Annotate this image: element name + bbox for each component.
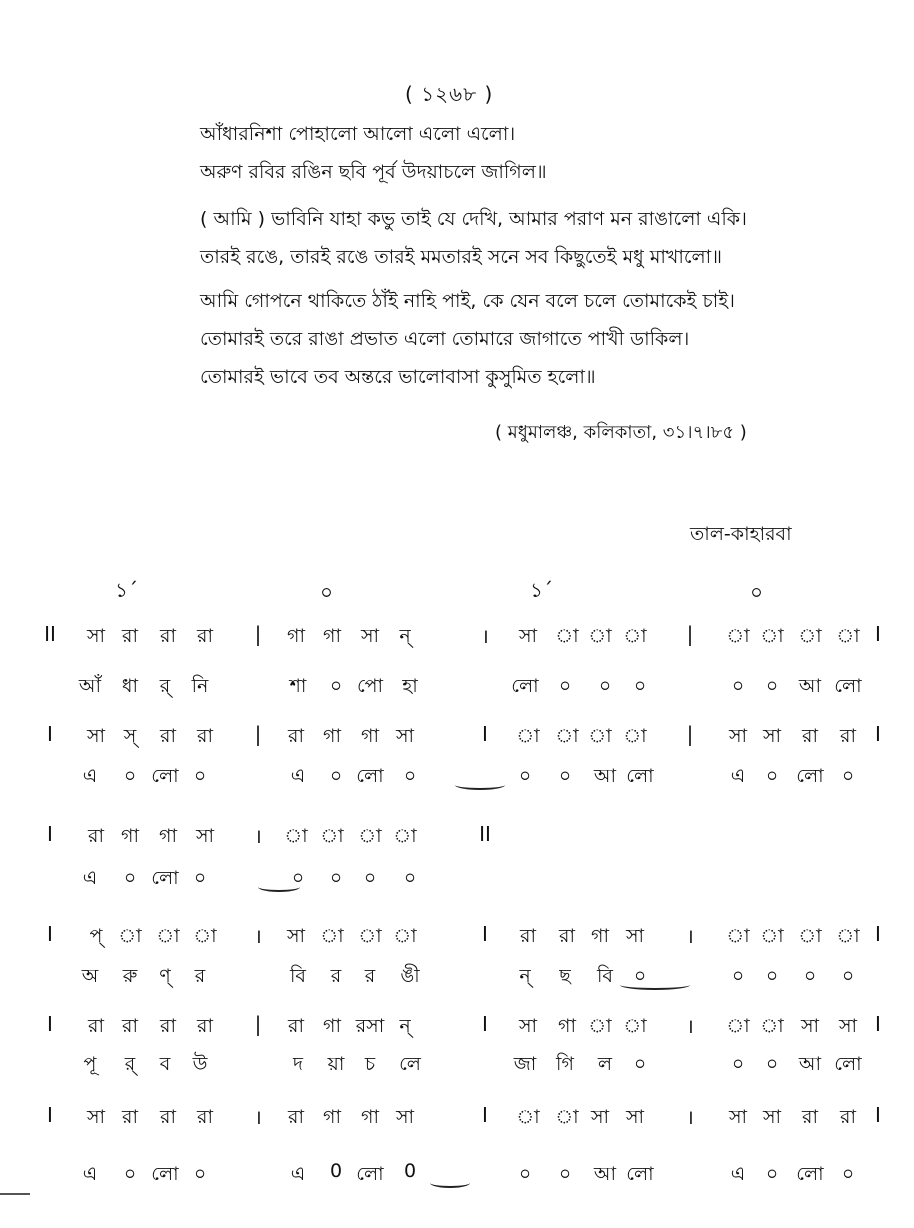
bar-line: I	[875, 622, 881, 646]
bar-line: ।	[686, 1014, 694, 1038]
note: া	[393, 925, 417, 947]
note: া	[555, 625, 579, 647]
syllable: ০	[123, 765, 137, 787]
syllable-row-3	[0, 864, 914, 894]
syllable: লো	[151, 765, 179, 787]
note: সা	[728, 725, 748, 747]
syllable: ০	[558, 1163, 572, 1185]
syllable: আ	[798, 675, 822, 697]
note: া	[358, 825, 382, 847]
syllable: ০	[558, 765, 572, 787]
syllable: ০	[633, 965, 647, 987]
syllable-row-5	[0, 1050, 914, 1080]
note: রা	[559, 925, 575, 947]
syllable: ০	[518, 765, 532, 787]
note: া	[623, 1015, 647, 1037]
syllable: ০	[765, 675, 779, 697]
note: রা	[520, 925, 536, 947]
syllable: ন্	[519, 965, 531, 987]
syllable: ০	[841, 1163, 855, 1185]
note: রা	[160, 1015, 176, 1037]
note: গা	[591, 925, 609, 947]
bar-line: I	[47, 1012, 53, 1036]
syllable: আ	[798, 1053, 822, 1075]
syllable: লো	[796, 765, 824, 787]
beat-mark-2: ০	[320, 580, 334, 604]
bar-line: ।	[254, 824, 262, 848]
note: রা	[840, 725, 856, 747]
bar-line: ।	[254, 924, 262, 948]
lyric-line-6: তোমারই তরে রাঙা প্রভাত এলো তোমারে জাগাতে পাখী ডাকিল।	[200, 328, 690, 350]
syllable: দ	[293, 1053, 303, 1075]
syllable: ০	[633, 1053, 647, 1075]
syllable: এ	[730, 1163, 746, 1185]
note: স্	[123, 725, 137, 747]
note: গা	[323, 725, 341, 747]
page-edge-mark	[0, 1193, 30, 1195]
syllable: ছ	[559, 965, 571, 987]
syllable: ০	[731, 1053, 745, 1075]
note: রা	[197, 625, 213, 647]
note: সা	[518, 1015, 538, 1037]
bar-line: ।	[686, 1105, 694, 1129]
note: রা	[197, 1015, 213, 1037]
note: রা	[88, 825, 104, 847]
bar-line: I	[875, 1103, 881, 1127]
syllable: ০	[765, 1163, 779, 1185]
note: গা	[361, 725, 379, 747]
bar-line: I	[482, 1012, 488, 1036]
note: সা	[395, 725, 415, 747]
source-note: ( মধুমালঞ্চ, কলিকাতা, ৩১।৭।৮৫ )	[495, 422, 747, 443]
note: সা	[195, 825, 215, 847]
syllable: র	[194, 965, 206, 987]
notation-row-3	[0, 822, 914, 852]
syllable: উ	[192, 1053, 208, 1075]
syllable: এ	[730, 765, 746, 787]
note: সা	[800, 1015, 820, 1037]
bar-line: ।	[254, 1105, 262, 1129]
note: সা	[360, 625, 380, 647]
note: া	[726, 925, 750, 947]
beat-mark-4: ০	[750, 580, 764, 604]
syllable: র্	[159, 675, 171, 697]
note: রা	[288, 725, 304, 747]
syllable: ল	[597, 1053, 613, 1075]
note: রা	[288, 1106, 304, 1128]
page-number: ( ১২৬৮ )	[405, 82, 494, 106]
note: রা	[197, 725, 213, 747]
note: ন্	[399, 1015, 411, 1037]
note: ন্	[399, 625, 411, 647]
note: া	[284, 825, 308, 847]
syllable-row-4	[0, 962, 914, 992]
note: া	[156, 925, 180, 947]
syllable: পূ	[83, 1053, 97, 1075]
syllable: লো	[796, 1163, 824, 1185]
notation-row-1	[0, 622, 914, 652]
bar-line: I	[482, 1103, 488, 1127]
syllable: এ	[82, 867, 98, 889]
syllable: 0	[329, 1160, 343, 1182]
note: সা	[838, 1015, 858, 1037]
note: গা	[558, 1015, 576, 1037]
syllable: লো	[834, 675, 862, 697]
syllable: বি	[289, 965, 306, 987]
note: গা	[287, 625, 305, 647]
taal-label: তাল-কাহারবা	[690, 523, 792, 545]
note: া	[393, 825, 417, 847]
note: রা	[88, 1015, 104, 1037]
syllable: ঙী	[400, 965, 420, 987]
syllable: লো	[834, 1053, 862, 1075]
slur-mark	[430, 1178, 470, 1188]
syllable: র	[330, 965, 342, 987]
syllable: গি	[556, 1053, 574, 1075]
bar-line: |	[254, 1012, 262, 1036]
syllable: জা	[513, 1053, 537, 1075]
syllable: ০	[765, 765, 779, 787]
notation-row-6	[0, 1103, 914, 1133]
lyric-line-4: তারই রঙে, তারই রঙে তারই মমতারই সনে সব কিছুতেই মধু মাখালো॥	[200, 246, 722, 268]
note: রা	[802, 1106, 818, 1128]
note: রা	[197, 1106, 213, 1128]
syllable: ০	[329, 765, 343, 787]
note: সা	[762, 725, 782, 747]
syllable: অ	[81, 965, 99, 987]
syllable: য়া	[327, 1053, 345, 1075]
beat-mark-3: ১´	[530, 578, 553, 602]
note: রা	[840, 1106, 856, 1128]
slur-mark	[455, 780, 505, 790]
bar-line: I	[47, 1103, 53, 1127]
syllable: ০	[633, 675, 647, 697]
syllable: ০	[403, 765, 417, 787]
syllable: ০	[123, 1163, 137, 1185]
note: রা	[160, 1106, 176, 1128]
note: া	[320, 925, 344, 947]
note: সা	[728, 1106, 748, 1128]
notation-row-5	[0, 1012, 914, 1042]
syllable: লো	[626, 765, 654, 787]
syllable: লো	[151, 1163, 179, 1185]
notation-row-2	[0, 722, 914, 752]
syllable: লো	[356, 1163, 384, 1185]
syllable: লো	[626, 1163, 654, 1185]
syllable: ০	[518, 1163, 532, 1185]
syllable: এ	[290, 1163, 306, 1185]
syllable: চ	[364, 1053, 376, 1075]
syllable: লো	[511, 675, 539, 697]
syllable: ০	[193, 765, 207, 787]
syllable: এ	[290, 765, 306, 787]
syllable: র্	[124, 1053, 136, 1075]
syllable: শা	[289, 675, 307, 697]
syllable: ধা	[121, 675, 139, 697]
syllable: ব	[159, 1053, 171, 1075]
note: া	[760, 1015, 784, 1037]
note: সা	[590, 1106, 610, 1128]
bar-line: ।	[686, 924, 694, 948]
note: া	[836, 925, 860, 947]
note: রা	[122, 1106, 138, 1128]
syllable: এ	[82, 765, 98, 787]
syllable: ০	[598, 675, 612, 697]
syllable: ০	[558, 675, 572, 697]
syllable-row-1	[0, 672, 914, 702]
note: া	[623, 725, 647, 747]
note: া	[588, 1015, 612, 1037]
note: গা	[323, 1015, 341, 1037]
syllable: ০	[329, 867, 343, 889]
syllable: ০	[329, 675, 343, 697]
syllable: এ	[82, 1163, 98, 1185]
note: গা	[121, 825, 139, 847]
bar-line: |	[686, 622, 694, 646]
note: রা	[802, 725, 818, 747]
syllable: রু	[122, 965, 138, 987]
syllable: বি	[596, 965, 613, 987]
slur-mark	[258, 882, 300, 892]
syllable: 0	[403, 1160, 417, 1182]
lyric-line-7: তোমারই ভাবে তব অন্তরে ভালোবাসা কুসুমিত হলো॥	[200, 366, 596, 388]
lyric-line-1: আঁধারনিশা পোহালো আলো এলো এলো।	[200, 123, 516, 145]
note: সা	[762, 1106, 782, 1128]
lyric-line-2: অরুণ রবির রঙিন ছবি পূর্ব উদয়াচলে জাগিল॥	[200, 161, 547, 183]
note: সা	[86, 625, 106, 647]
bar-line: |	[254, 622, 262, 646]
note: সা	[86, 1106, 106, 1128]
bar-line: |	[254, 722, 262, 746]
bar-line: I	[875, 722, 881, 746]
syllable: ০	[803, 965, 817, 987]
syllable: ০	[765, 965, 779, 987]
note: রা	[288, 1015, 304, 1037]
syllable: ০	[841, 965, 855, 987]
note: গা	[323, 625, 341, 647]
syllable: ০	[193, 1163, 207, 1185]
syllable: আ	[593, 765, 617, 787]
syllable: র	[364, 965, 376, 987]
bar-line: I	[875, 1012, 881, 1036]
syllable: ০	[363, 867, 377, 889]
note: রসা	[355, 1015, 385, 1037]
note: গা	[159, 825, 177, 847]
syllable: ০	[291, 867, 305, 889]
bar-line: ।	[481, 624, 489, 648]
slur-mark	[620, 980, 690, 990]
note: রা	[122, 1015, 138, 1037]
note: গা	[323, 1106, 341, 1128]
bar-line: |	[686, 722, 694, 746]
note: া	[798, 925, 822, 947]
note: সা	[625, 925, 645, 947]
note: গা	[361, 1106, 379, 1128]
bar-line: I	[875, 922, 881, 946]
syllable: ০	[841, 765, 855, 787]
note: া	[555, 725, 579, 747]
syllable: ০	[731, 675, 745, 697]
syllable: ০	[731, 965, 745, 987]
note: া	[798, 625, 822, 647]
syllable: লে	[399, 1053, 421, 1075]
note: প্	[89, 925, 103, 947]
note: া	[760, 925, 784, 947]
syllable: ০	[123, 867, 137, 889]
note: া	[516, 1106, 540, 1128]
notation-row-4	[0, 922, 914, 952]
note: সা	[395, 1106, 415, 1128]
syllable: পো	[356, 675, 384, 697]
note: া	[726, 1015, 750, 1037]
bar-line: I	[482, 722, 488, 746]
note: া	[726, 625, 750, 647]
note: া	[623, 625, 647, 647]
note: া	[555, 1106, 579, 1128]
syllable: লো	[356, 765, 384, 787]
syllable: ০	[193, 867, 207, 889]
note: া	[516, 725, 540, 747]
note: া	[193, 925, 217, 947]
syllable: ণ্	[159, 965, 171, 987]
lyric-line-5: আমি গোপনে থাকিতে ঠাঁই নাহি পাই, কে যেন বলে চলে তোমাকেই চাই।	[200, 290, 735, 312]
syllable: আঁ	[78, 675, 102, 697]
note: রা	[160, 625, 176, 647]
lyric-line-3: ( আমি ) ভাবিনি যাহা কভু তাই যে দেখি, আমার পরাণ মন রাঙালো একি।	[200, 208, 747, 230]
bar-line: II	[479, 822, 491, 846]
syllable: ০	[403, 867, 417, 889]
syllable: ০	[765, 1053, 779, 1075]
bar-line: I	[47, 922, 53, 946]
note: া	[588, 625, 612, 647]
syllable-row-2	[0, 762, 914, 792]
note: রা	[160, 725, 176, 747]
note: া	[836, 625, 860, 647]
syllable: আ	[593, 1163, 617, 1185]
bar-line: I	[47, 822, 53, 846]
note: া	[118, 925, 142, 947]
bar-line: II	[44, 622, 56, 646]
note: া	[760, 625, 784, 647]
note: া	[588, 725, 612, 747]
note: সা	[625, 1106, 645, 1128]
note: সা	[86, 725, 106, 747]
note: সা	[518, 625, 538, 647]
note: া	[320, 825, 344, 847]
syllable: হা	[402, 675, 418, 697]
bar-line: I	[47, 722, 53, 746]
bar-line: I	[482, 922, 488, 946]
note: রা	[122, 625, 138, 647]
note: সা	[286, 925, 306, 947]
syllable-row-6	[0, 1160, 914, 1190]
syllable: লো	[151, 867, 179, 889]
note: া	[358, 925, 382, 947]
beat-mark-1: ১´	[115, 578, 138, 602]
syllable: নি	[191, 675, 209, 697]
